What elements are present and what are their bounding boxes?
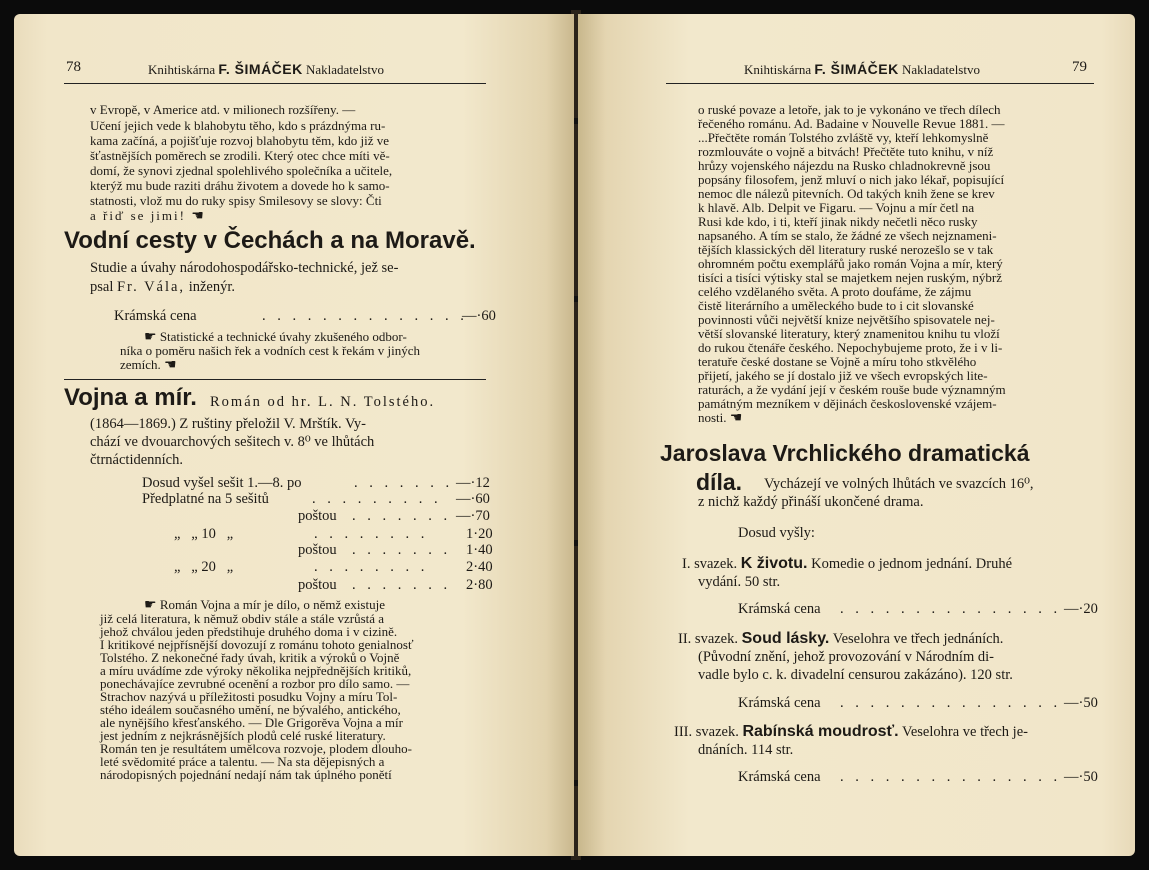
section-title-cont: díla. <box>696 469 743 495</box>
pointing-hand-icon: ☚ <box>164 358 177 373</box>
header-rule <box>666 83 1094 84</box>
leader-dots: . . . . . . . . . . . . . . <box>262 308 468 324</box>
left-page: 78 Knihtiskárna F. ŠIMÁČEK Nakladatelstvo v Evropě, v Americe atd. v milionech rozšířeny. — Učení jejich vede k blahobytu těho, kdo s prázdnýma ru- kama začíná, a pojišťuje rozvoj blahobytu těm, kdo již ve šťastnějších poměrech se zrodili. Který otec chce míti vě- domí, že synovi zjednal spolehlivého společníka a učitele, kterýž mu bude raziti dráhu životem a dovede ho k samo- statnosti, vlož mu do ruky spisy Smilesovy se slovy: Čti a řiď se jimi! ☚ Vodní cesty v Čechách a na Moravě. Studie a úvahy národohospodářsko-technické, jež se- psal Fr. Vála, inženýr. Krámská cena . . . . . . . . . . . . . . —·60 ☛ Statistické a technické úvahy zkušeného odbor- níka o poměru našich řek a vodních cest k řekám v jiných zemích. ☚ Vojna a mír. Román od hr. L. N. Tolstého. (1864—1869.) Z ruštiny přeložil V. Mrštík. Vy- chází ve dvouarchových sešitech v. 8⁰ ve lhůtách čtrnáctidenních. Dosud vyšel sešit 1.—8. po . . . . . . . —·12 Předplatné na 5 sešitů . . . . . . . . . —·60 poštou . . . . . . . —·70 „ „ 10 „ . . . . . . . . 1·20 poštou . . . . . . . 1·40 „ „ 20 „ . . . . . . . . 2·40 poštou . . . . . . . 2·80 ☛ Román Vojna a mír je dílo, o němž existuje již celá literatura, k němuž obdiv stále a stále vzrůstá a jehož chválou jeden předstihuje druhého doma i v cizině. I kritikové nejpřísnější dovozují z románu tohoto genialnosť Tolstého. Z nekonečné řady úvah, kritik a výroků o Vojně a míru uvádíme zde výroky několika nejpřednějších kritiků, ponechávajíce zevrubné ocenění a rozbor pro dílo samo. — Strachov nazývá u příležitosti posudku Vojny a míru Tol- stého ideálem současného umění, ne bývalého, antického, ale nynějšího křesťanského. — Dle Grigorěva Vojna a mír jest jedním z nejkrásnějších plodů celé ruské literatury. Román ten je resultátem umělcova rozvoje, plodem dlouho- leté svědomité práce a talentu. — Na sta dějepisných a národopisných pojednání nedají nám tak úplného ponětí <box>14 14 574 856</box>
running-header: Knihtiskárna F. ŠIMÁČEK Nakladatelstvo <box>744 61 980 77</box>
pointing-hand-icon: ☚ <box>191 209 206 224</box>
volume-title: Rabínská moudrosť. <box>742 723 899 740</box>
running-header: Knihtiskárna F. ŠIMÁČEK Nakladatelstvo <box>148 61 384 77</box>
section-divider <box>64 379 486 380</box>
right-page: Knihtiskárna F. ŠIMÁČEK Nakladatelstvo 79 o ruské povaze a letoře, jak to je vykonáno ve třech dílech řečeného románu. Ad. Badaine v Nouvelle Revue 1881. — ...Přečtěte román Tolstého zvláště vy, kteří lehkomyslně rozmlouváte o vojně a bitvách! Přečtěte tuto knihu, v níž hrůzy vojenského nájezdu na Rusko chladnokrevně jsou popsány filosofem, jenž mluví o nich jako lékař, popisující nemoc dle nálezů pitevních. Od takých knih žene se krev k hlavě. Alb. Delpit ve Figaru. — Vojnu a mír četl na Rusi kde kdo, i ti, kteří jinak nikdy nečetli něco rusky napsaného. A tím se stalo, že žádné ze všech nejznameni- tějších klassických děl literatury ruské nerozešlo se v tak ohromném počtu exemplářů jako román Vojna a mír, který tisíci a tisíci výtisky stal se majetkem nejen ruským, nýbrž celého vzdělaného světa. A proto doufáme, že zájmu čistě literárního a uměleckého bude to i cit slovanské povinnosti vůči největší knize největšího spisovatele nej- větší slovanské literatury, který znamenitou knihu tu vloží do rukou čtenáře českého. Nepochybujeme proto, že i v li- teratuře české dostane se Vojně a míru toho stkvělého přijetí, jakého se jí dostalo již ve všech evropských lite- raturách, a že vydání její v českém rouše bude významným památným mezníkem v dějinách československé vzájem- nosti. ☚ Jaroslava Vrchlického dramatická díla. Vycházejí ve volných lhůtách ve svazcích 16⁰, z nichž každý přináší ukončené drama. Dosud vyšly: I. svazek. K životu. Komedie o jednom jednání. Druhé vydání. 50 str. Krámská cena . . . . . . . . . . . . . . . —·20 II. svazek. Soud lásky. Veselohra ve třech jednáních. (Původní znění, jehož provozování v Národním di- vadle bylo c. k. divadelní censurou zakázáno). 120 str. Krámská cena . . . . . . . . . . . . . . . —·50 III. svazek. Rabínská moudrosť. Veselohra ve třech je- dnáních. 114 str. Krámská cena . . . . . . . . . . . . . . . —·50 <box>578 14 1135 856</box>
page-number: 78 <box>66 59 81 75</box>
section-title: Jaroslava Vrchlického dramatická <box>660 440 1030 466</box>
pointing-hand-icon: ☚ <box>729 411 743 426</box>
pointing-hand-icon: ☛ <box>144 598 157 613</box>
page-number: 79 <box>1072 59 1087 75</box>
pointing-hand-icon: ☛ <box>144 330 157 345</box>
section-title: Vojna a mír. <box>64 384 197 411</box>
price-label: Krámská cena <box>114 308 197 324</box>
header-rule <box>64 83 486 84</box>
section-title: Vodní cesty v Čechách a na Moravě. <box>64 227 476 254</box>
subheading: Dosud vyšly: <box>738 525 815 541</box>
volume-title: Soud lásky. <box>741 630 830 647</box>
volume-title: K životu. <box>740 555 808 572</box>
price-value: —·60 <box>462 308 496 324</box>
